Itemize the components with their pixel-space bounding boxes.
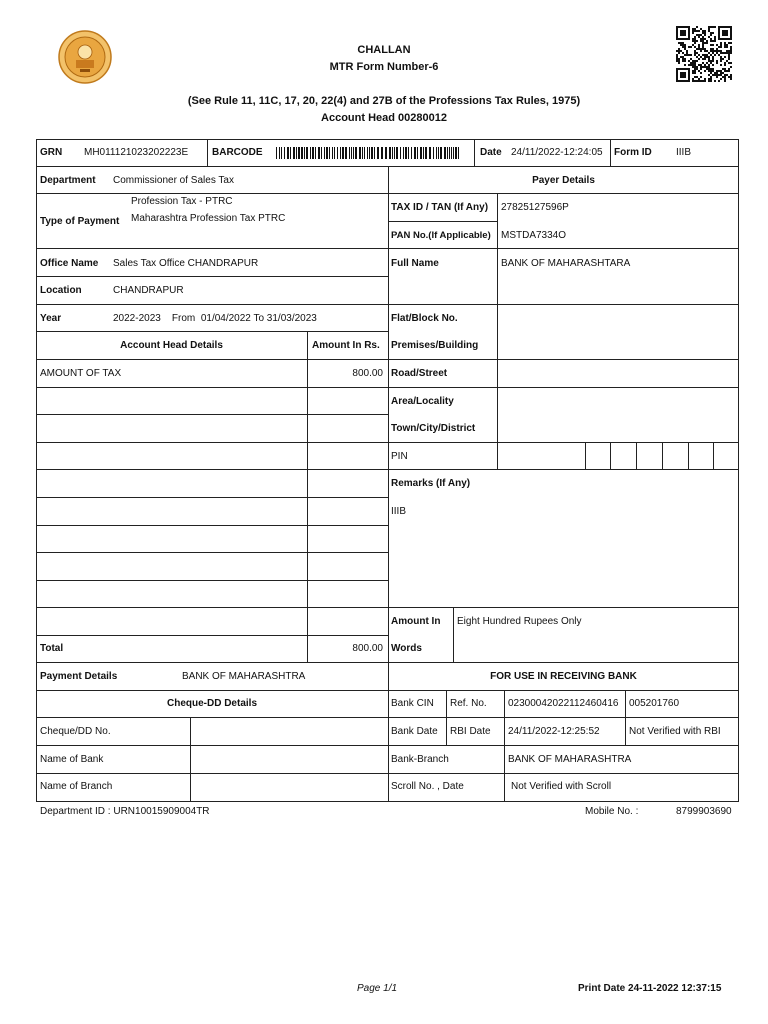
amount-in-words-value: Eight Hundred Rupees Only <box>457 616 582 627</box>
tax-id-value: 27825127596P <box>501 202 569 213</box>
premises-label: Premises/Building <box>391 340 479 351</box>
payment-details-value: BANK OF MAHARASHTRA <box>182 671 306 682</box>
bank-branch-label: Bank-Branch <box>391 754 449 765</box>
page-number: Page 1/1 <box>357 983 398 994</box>
form-number: MTR Form Number-6 <box>329 61 439 73</box>
ref-no-value-2: 005201760 <box>629 698 680 709</box>
barcode-image <box>276 146 462 158</box>
remarks-value: IIIB <box>391 506 407 517</box>
year-label: Year <box>40 313 62 324</box>
payment-type-line2: Maharashtra Profession Tax PTRC <box>131 213 286 224</box>
ref-no-label: Ref. No. <box>450 698 487 709</box>
total-label: Total <box>40 643 64 654</box>
cheque-dd-no-label: Cheque/DD No. <box>40 726 111 737</box>
bank-date-label: Bank Date <box>391 726 438 737</box>
payment-type-label: Type of Payment <box>40 216 120 227</box>
pin-label: PIN <box>391 451 408 462</box>
pan-value: MSTDA7334O <box>501 230 567 241</box>
amount-in-rs-header: Amount In Rs. <box>312 340 380 351</box>
remarks-label: Remarks (If Any) <box>391 478 471 489</box>
total-value: 800.00 <box>352 643 383 654</box>
form-id-value: IIIB <box>676 147 692 158</box>
mobile-value: 8799903690 <box>676 806 732 817</box>
office-value: Sales Tax Office CHANDRAPUR <box>113 258 259 269</box>
name-of-branch-label: Name of Branch <box>40 781 113 792</box>
scroll-label: Scroll No. , Date <box>391 781 464 792</box>
department-value: Commissioner of Sales Tax <box>113 175 234 186</box>
rbi-status: Not Verified with RBI <box>629 726 721 737</box>
bank-branch-value: BANK OF MAHARASHTRA <box>508 754 632 765</box>
area-label: Area/Locality <box>391 396 454 407</box>
date-label: Date <box>480 147 502 158</box>
payment-type-line1: Profession Tax - PTRC <box>131 196 233 207</box>
bank-cin-label: Bank CIN <box>391 698 434 709</box>
rule-reference: (See Rule 11, 11C, 17, 20, 22(4) and 27B of the Professions Tax Rules, 1975) <box>187 95 581 107</box>
amount-of-tax-label: AMOUNT OF TAX <box>40 368 122 379</box>
form-id-label: Form ID <box>614 147 652 158</box>
payment-details-label: Payment Details <box>40 671 118 682</box>
location-value: CHANDRAPUR <box>113 285 184 296</box>
name-of-bank-label: Name of Bank <box>40 754 104 765</box>
government-seal-logo <box>58 30 112 84</box>
amount-of-tax-value: 800.00 <box>352 368 383 379</box>
tax-id-label: TAX ID / TAN (If Any) <box>391 202 489 213</box>
account-head-details-header: Account Head Details <box>120 340 223 351</box>
department-label: Department <box>40 175 96 186</box>
year-value: 2022-2023 From 01/04/2022 To 31/03/2023 <box>113 313 317 324</box>
cheque-dd-details-header: Cheque-DD Details <box>166 698 257 709</box>
full-name-value: BANK OF MAHARASHTARA <box>501 258 631 269</box>
office-label: Office Name <box>40 258 99 269</box>
flat-label: Flat/Block No. <box>391 313 458 324</box>
date-value: 24/11/2022-12:24:05 <box>511 147 603 158</box>
print-date: Print Date 24-11-2022 12:37:15 <box>578 983 722 994</box>
town-label: Town/City/District <box>391 423 476 434</box>
mobile-label: Mobile No. : <box>585 806 639 817</box>
grn-value: MH011121023202223E <box>84 147 189 158</box>
receiving-bank-header: FOR USE IN RECEIVING BANK <box>490 671 637 682</box>
grn-label: GRN <box>40 147 63 158</box>
ref-no-value-1: 02300042022112460416 <box>508 698 619 709</box>
location-label: Location <box>40 285 82 296</box>
rbi-date-label: RBI Date <box>450 726 491 737</box>
department-id: Department ID : URN10015909004TR <box>40 806 210 817</box>
account-head-title: Account Head 00280012 <box>321 112 447 124</box>
road-label: Road/Street <box>391 368 448 379</box>
scroll-value: Not Verified with Scroll <box>511 781 612 792</box>
barcode-label: BARCODE <box>212 147 263 158</box>
full-name-label: Full Name <box>391 258 439 269</box>
amount-in-words-label-1: Amount In <box>391 616 441 627</box>
challan-title: CHALLAN <box>357 44 411 56</box>
pan-label: PAN No.(If Applicable) <box>391 230 491 241</box>
bank-date-value: 24/11/2022-12:25:52 <box>508 726 600 737</box>
payer-details-header: Payer Details <box>532 175 595 186</box>
amount-in-words-label-2: Words <box>391 643 422 654</box>
